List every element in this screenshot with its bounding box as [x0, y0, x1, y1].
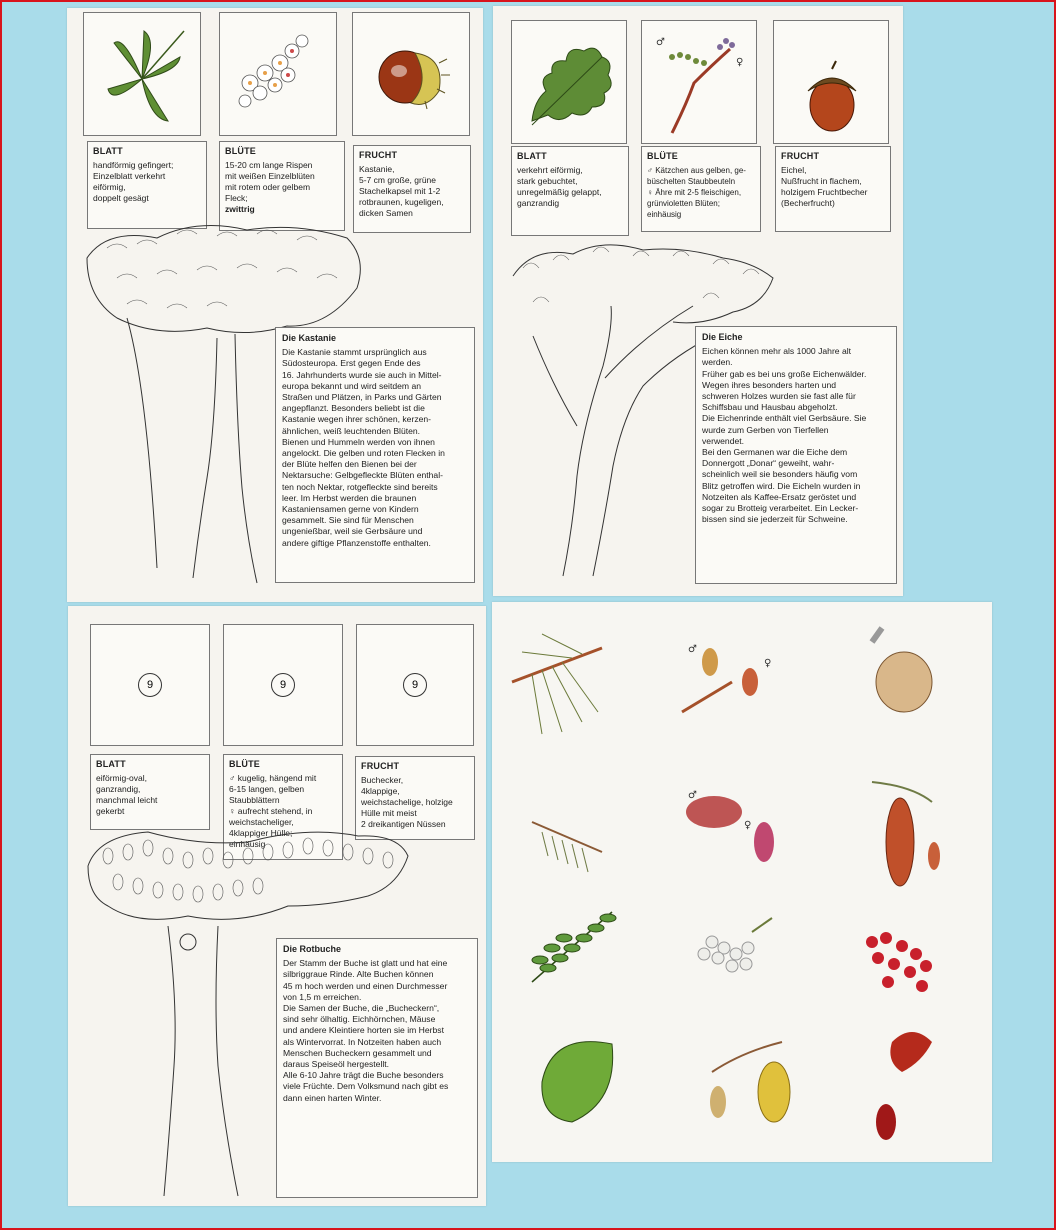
bluete-female: ♀ aufrecht stehend, in weichstacheliger, 4klappiger Hülle;: [229, 806, 313, 838]
female-symbol: ♀: [764, 658, 772, 669]
frucht-label: FRUCHT: [361, 761, 400, 771]
bluete-label: BLÜTE: [225, 146, 256, 156]
frucht-text: Buchecker, 4klappige, weichstachelige, holzige Hülle mit meist 2 dreikantigen Nüssen: [361, 775, 453, 829]
bluete-male: ♂ kugelig, hängend mit 6-15 langen, gelben Staubblättern: [229, 773, 317, 805]
page-kastanie: [67, 8, 483, 602]
sticker-illustrations: [492, 602, 992, 1162]
sticker-sheet: [492, 602, 992, 1162]
rotbuche-title: Die Rotbuche: [283, 944, 342, 954]
blatt-text: handförmig gefingert; Einzelblatt verkehrt eiförmig, doppelt gesägt: [93, 160, 174, 203]
bluete-text: 15-20 cm lange Rispen mit weißen Einzelblüten mit rotem oder gelbem Fleck;: [225, 160, 315, 203]
male-symbol: ♂: [688, 790, 697, 801]
bluete-extra: zwittrig: [225, 204, 255, 214]
rotbuche-body: Der Stamm der Buche ist glatt und hat eine silbriggraue Rinde. Alte Buchen können 45 m hoch werden und einen Durchmesser von 1,5 m erreichen. Die Samen der Buche, die „Bucheckern“, sind sehr ölhaltig. Eichhörnchen, Mäuse und andere Kleintiere horten sie im Herbst als Wintervorrat. In Notzeiten haben auch Menschen Bucheckern gesammelt und daraus Speiseöl hergestellt. Alle 6-10 Jahre trägt die Buche besonders viele Früchte. Dem Volksmund nach gibt es dann einen harten Winter.: [283, 958, 449, 1103]
pine-blossom-icon: [682, 644, 771, 712]
female-symbol: ♀: [744, 820, 752, 831]
frucht-text: Eichel, Nußfrucht in flachem, holzigem Fruchtbecher (Becherfrucht): [781, 165, 868, 208]
pine-cone-icon: [872, 628, 932, 712]
blatt-label: BLATT: [517, 151, 547, 161]
frucht-text: Kastanie, 5-7 cm große, grüne Stachelkapsel mit 1-2 rotbraunen, kugeligen, dicken Samen: [359, 164, 444, 218]
bluete-female: ♀ Ähre mit 2-5 fleischigen, grünvioletten Blüten;: [647, 188, 742, 208]
blatt-text: eiförmig-oval, ganzrandig, manchmal leicht gekerbt: [96, 773, 158, 816]
pine-needles-icon: [512, 634, 602, 734]
spruce-cone-icon: [872, 782, 940, 886]
bluete-male: ♂ Kätzchen aus gelben, ge- büschelten Staubbeuteln: [647, 166, 746, 186]
kastanie-title: Die Kastanie: [282, 333, 337, 343]
blatt-label: BLATT: [96, 759, 126, 769]
sticker-number-circle: 9: [271, 673, 295, 697]
bluete-label: BLÜTE: [229, 759, 260, 769]
birch-catkin-icon: [710, 1042, 790, 1122]
maple-seed-icon: [876, 1032, 932, 1140]
eiche-body: Eichen können mehr als 1000 Jahre alt werden. Früher gab es bei uns große Eichenwälder. Wegen ihres besonders harten und schweren Holzes wurden sie fast alle für Schiffsbau und Hausbau abgeholzt. Die Eichenrinde enthält viel Gerbsäure. Sie wurde zum Gerben von Tierfellen verwendet. Bei den Germanen war die Eiche dem Donnergott „Donar“ geweiht, wahr- scheinlich weil sie besonders häufig vom Blitz getroffen wird. Die Eicheln wurden in Notzeiten als Kaffee-Ersatz geröstet und sogar zu Brotteig verarbeitet. Ein Lecker- bissen sind sie jederzeit für Schweine.: [702, 346, 867, 525]
blatt-label: BLATT: [93, 146, 123, 156]
page-eiche: [493, 6, 903, 596]
eiche-description: [695, 326, 897, 584]
fir-blossom-icon: [686, 790, 774, 862]
rowan-leaf-icon: [532, 912, 616, 982]
rowan-berries-icon: [866, 932, 932, 992]
blatt-text: verkehrt eiförmig, stark gebuchtet, unregelmäßig gelappt, ganzrandig: [517, 165, 602, 208]
eiche-title: Die Eiche: [702, 332, 743, 342]
sticker-number-circle: 9: [403, 673, 427, 697]
birch-leaf-icon: [542, 1042, 613, 1122]
male-symbol: ♂: [688, 644, 697, 655]
frucht-label: FRUCHT: [359, 150, 398, 160]
kastanie-description: [275, 327, 475, 583]
frucht-label: FRUCHT: [781, 151, 820, 161]
bluete-extra: einhäusig: [647, 210, 682, 219]
kastanie-body: Die Kastanie stammt ursprünglich aus Südosteuropa. Erst gegen Ende des 16. Jahrhunderts wurde sie auch in Mittel- europa bekannt und wird seitdem an Straßen und Plätzen, in Parks und Gärten angepflanzt. Besonders beliebt ist die Kastanie wegen ihrer schönen, kerzen- ähnlichen, weiß leuchtenden Blüten. Bienen und Hummeln werden von ihnen angelockt. Die gelben und roten Flecken in der Blüte helfen den Bienen bei der Nektarsuche: Gelbgefleckte Blüten enthal- ten noch Nektar, rotgefleckte sind bereits leer. Im Herbst werden die braunen Kastaniensamen gerne von Kindern gesammelt. Sie sind für Menschen ungenießbar, weil sie Gerbsäure und andere giftige Pflanzenstoffe enthalten.: [282, 347, 445, 548]
bluete-label: BLÜTE: [647, 151, 678, 161]
rowan-blossom-icon: [698, 918, 772, 972]
sticker-number-circle: 9: [138, 673, 162, 697]
female-symbol: ♀: [736, 57, 744, 68]
male-symbol: ♂: [656, 37, 665, 48]
fir-twig-icon: [532, 822, 602, 872]
page-rotbuche: [68, 606, 486, 1206]
rotbuche-description: [276, 938, 478, 1198]
bluete-extra: einhäusig: [229, 839, 266, 849]
